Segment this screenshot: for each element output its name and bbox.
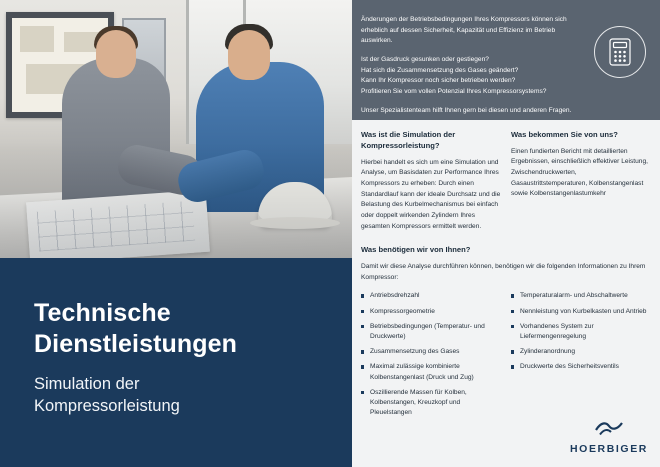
requirements-list-right: [511, 291, 651, 423]
intro-question-3: Kann Ihr Kompressor noch sicher betrieben werden?: [361, 77, 516, 85]
section-what-we-need-heading: Was benötigen wir von Ihnen?: [361, 245, 471, 255]
section-what-you-get-heading: Was bekommen Sie von uns?: [511, 130, 618, 139]
intro-question-1: Ist der Gasdruck gesunken oder gestiegen?: [361, 56, 489, 64]
list-item: Vorhandenes System zur Liefermengenregelung: [511, 322, 651, 342]
intro-panel: [352, 0, 660, 120]
list-item: Zusammensetzung des Gases: [361, 347, 501, 357]
section-what-you-get-body: Einen fundierten Bericht mit detaillierten Ergebnissen, einschließlich effektiver Leistung, Zwischendruckwerten, Gasaustrittstemperaturen, Kolbenstangenlast sowie Kolbenstangenlastumkehr: [511, 147, 648, 198]
section-what-we-need-body: Damit wir diese Analyse durchführen können, benötigen wir die folgenden Informationen zu Ihrem Kompressor:: [361, 263, 646, 281]
requirements-list-left: [361, 291, 501, 423]
list-item: Zylinderanordnung: [511, 347, 651, 357]
intro-paragraph: Änderungen der Betriebsbedingungen Ihres Kompressors können sich erheblich auf dessen Sicherheit, Kapazität und Effizienz im Betrieb auswirken.: [361, 16, 567, 45]
list-item: Oszillierende Massen für Kolben, Kolbenstangen, Kreuzkopf und Pleuelstangen: [361, 388, 501, 419]
section-what-we-need: [361, 245, 651, 423]
list-item: Antriebsdrehzahl: [361, 291, 501, 301]
list-item: Nennleistung von Kurbelkasten und Antrieb: [511, 307, 651, 317]
list-item: Kompressorgeometrie: [361, 307, 501, 317]
hero-photo: [0, 0, 352, 258]
page-title-line2: Dienstleistungen: [34, 329, 238, 358]
hoerbiger-wave-icon: [594, 417, 624, 437]
calculator-icon: [594, 26, 646, 78]
intro-question-4: Profitieren Sie vom vollen Potenzial Ihres Kompressorsystems?: [361, 88, 547, 96]
intro-closing: Unser Spezialistenteam hilft Ihnen gern bei diesen und anderen Fragen.: [361, 106, 572, 114]
section-what-you-get: [511, 130, 651, 232]
right-column: [352, 0, 660, 467]
section-what-is: [361, 130, 501, 232]
section-row-top: [361, 130, 651, 232]
list-item: Druckwerte des Sicherheitsventils: [511, 362, 651, 372]
intro-question-2: Hat sich die Zusammensetzung des Gases geändert?: [361, 66, 519, 74]
page-subtitle: [34, 373, 318, 417]
requirements-columns: [361, 285, 651, 423]
title-block: [0, 258, 352, 467]
section-what-is-heading: Was ist die Simulation der Kompressorleistung?: [361, 130, 456, 150]
list-item: Betriebsbedingungen (Temperatur- und Druckwerte): [361, 322, 501, 342]
list-item: Temperaturalarm- und Abschaltwerte: [511, 291, 651, 301]
page-subtitle-line1: Simulation der: [34, 375, 140, 393]
content-panel: [352, 120, 660, 467]
section-what-is-body: Hierbei handelt es sich um eine Simulation und Analyse, um Basisdaten zur Performance Ihres Kompressors zu erheben: Durch einen Standardlauf kann der ideale Durchsatz und die Belastung des Kurbelmechanismus bei einfach oder doppelt wirkenden Zylindern Ihres gesamten Kompressors ermittelt werden.: [361, 158, 501, 230]
list-item: Maximal zulässige kombinierte Kolbenstangenlast (Druck und Zug): [361, 362, 501, 382]
page-subtitle-line2: Kompressorleistung: [34, 397, 180, 416]
page-title-line1: Technische: [34, 299, 171, 327]
brand-logo: [570, 417, 648, 457]
page-title: [34, 298, 318, 359]
photo-shading-overlay: [0, 0, 352, 258]
brand-logo-text: HOERBIGER: [570, 443, 648, 455]
